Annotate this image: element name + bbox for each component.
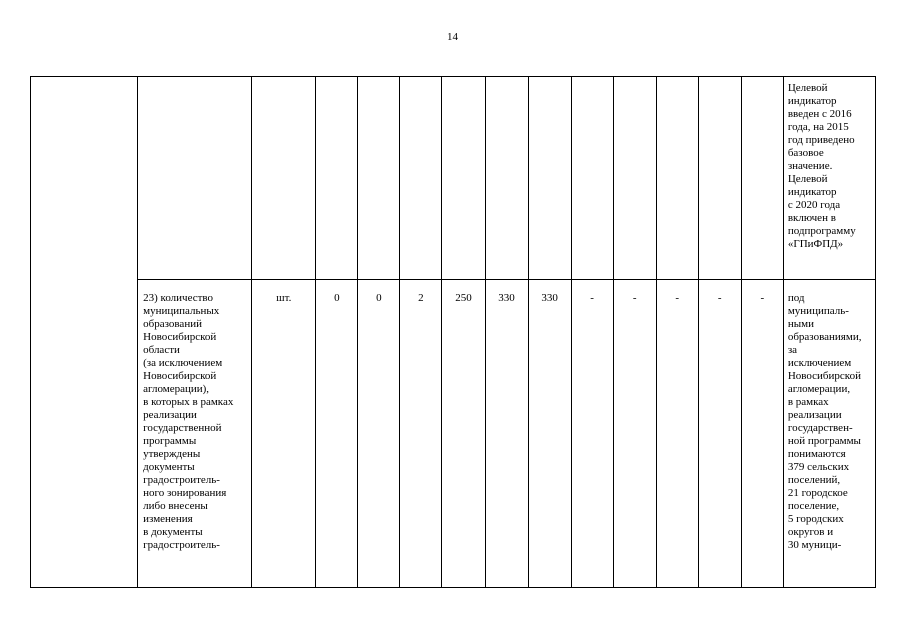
note-cell: под муниципаль- ными образованиями, за исключением Новосибирской агломерации, в рамках реализации государствен- ной программы понимаются 379 сельских поселений, 21 городское поселение, 5 городских округов и 30 муници-	[783, 280, 875, 588]
table-cell	[656, 77, 698, 280]
note-cell: Целевой индикатор введен с 2016 года, на 2015 год приведено базовое значение. Целевой индикатор с 2020 года включен в подпрограмму «ГПиФПД»	[783, 77, 875, 280]
value-cell: -	[613, 280, 656, 588]
value-cell: -	[741, 280, 783, 588]
table-cell	[528, 77, 571, 280]
unit-cell: шт.	[252, 280, 316, 588]
table-cell	[252, 77, 316, 280]
table-cell	[485, 77, 528, 280]
value-cell: 0	[358, 280, 400, 588]
table-row	[31, 280, 876, 588]
table-cell	[316, 77, 358, 280]
section-column-cell	[31, 77, 138, 588]
value-cell: 330	[485, 280, 528, 588]
table-cell	[571, 77, 613, 280]
value-cell: 250	[442, 280, 485, 588]
indicator-description-cell: 23) количество муниципальных образований Новосибирской области (за исключением Новосибирской агломерации), в которых в рамках реализации государственной программы утверждены документы градостроитель- ного зонирования либо внесены изменения в документы градостроитель-	[138, 280, 252, 588]
table-cell	[741, 77, 783, 280]
table-cell	[613, 77, 656, 280]
value-cell: -	[656, 280, 698, 588]
value-cell: 0	[316, 280, 358, 588]
table-cell	[400, 77, 442, 280]
indicator-table	[30, 76, 876, 588]
value-cell: -	[571, 280, 613, 588]
page-number: 14	[447, 31, 458, 43]
table-row	[31, 77, 876, 280]
table-cell	[138, 77, 252, 280]
table-cell	[698, 77, 741, 280]
value-cell: -	[698, 280, 741, 588]
table-cell	[358, 77, 400, 280]
table-cell	[442, 77, 485, 280]
value-cell: 330	[528, 280, 571, 588]
value-cell: 2	[400, 280, 442, 588]
